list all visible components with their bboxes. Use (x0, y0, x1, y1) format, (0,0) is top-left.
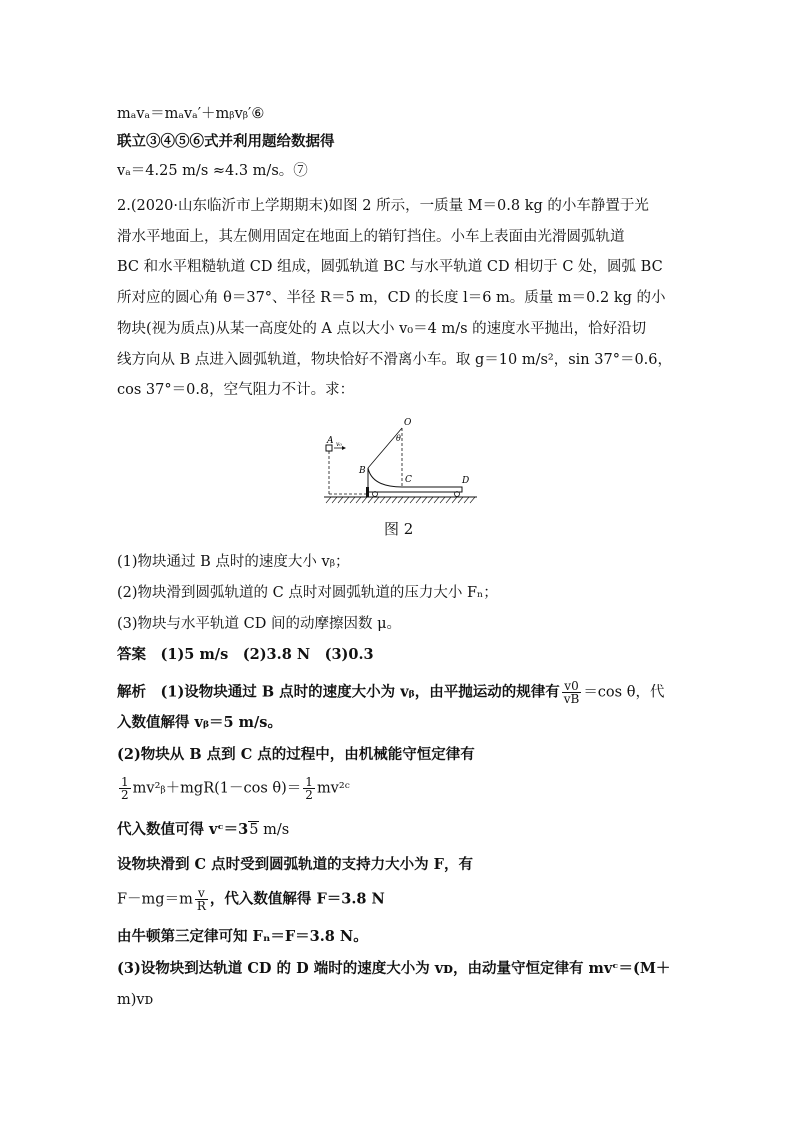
fraction (303, 776, 315, 801)
problem-line: BC 和水平粗糙轨道 CD 组成，圆弧轨道 BC 与水平轨道 CD 相切于 C 处，圆弧 BC (117, 259, 663, 275)
solution-line: (3)设物块到达轨道 CD 的 D 端时的速度大小为 vᴅ，由动量守恒定律有 mvᶜ＝(M＋ (117, 960, 671, 977)
equation-7: vₐ＝4.25 m/s ≈4.3 m/s。⑦ (117, 163, 308, 179)
question-2: (2)物块滑到圆弧轨道的 C 点时对圆弧轨道的压力大小 Fₙ； (117, 585, 498, 601)
solution-text: ＝cos θ，代 (583, 684, 665, 701)
solution-line (117, 887, 687, 912)
solution-line: 入数值解得 vᵦ＝5 m/s。 (117, 714, 282, 731)
label-v0: v₀ (336, 441, 342, 448)
fraction-denominator: 2 (305, 788, 313, 802)
label-B: B (359, 466, 366, 476)
solution-line: m)vᴅ (117, 992, 154, 1008)
solution-text: ，代入数值解得 F＝3.8 N (209, 890, 385, 908)
problem-line: cos 37°＝0.8，空气阻力不计。求： (117, 382, 355, 398)
combine-statement: 联立③④⑤⑥式并利用题给数据得 (117, 133, 335, 150)
problem-line: 所对应的圆心角 θ＝37°、半径 R＝5 m，CD 的长度 l＝6 m。质量 m＝0.2 kg 的小 (117, 290, 666, 306)
fraction (195, 887, 208, 912)
answer-line: 答案 (1)5 m/s (2)3.8 N (3)0.3 (117, 646, 374, 663)
energy-equation (117, 776, 687, 801)
equation-6: mₐvₐ＝mₐvₐ′＋mᵦvᵦ′⑥ (117, 106, 265, 122)
figure-2-diagram (322, 415, 482, 510)
solution-text: 代入数值可得 vᶜ＝3 (117, 821, 249, 838)
equation-text: mv²ᵦ＋mgR(1－cos θ)＝ (132, 780, 302, 797)
label-A: A (327, 436, 334, 446)
problem-line: 2.(2020·山东临沂市上学期期末)如图 2 所示，一质量 M＝0.8 kg 的小车静置于光 (117, 198, 649, 214)
label-C: C (405, 475, 412, 485)
fraction (119, 776, 131, 801)
question-3: (3)物块与水平轨道 CD 间的动摩擦因数 μ。 (117, 616, 402, 632)
fraction-numerator: 1 (305, 775, 313, 789)
problem-line: 物块(视为质点)从某一高度处的 A 点以大小 v₀＝4 m/s 的速度水平抛出，恰好沿切 (117, 321, 647, 337)
solution-line (117, 680, 687, 705)
solution-text: 解析 (1)设物块通过 B 点时的速度大小为 vᵦ，由平抛运动的规律有 (117, 683, 560, 701)
fraction-numerator: 1 (121, 775, 129, 789)
fraction-numerator: v0 (562, 680, 582, 693)
solution-text: m/s (258, 822, 290, 838)
label-theta: θ (396, 434, 401, 443)
solution-line (117, 820, 687, 840)
question-1: (1)物块通过 B 点时的速度大小 vᵦ； (117, 554, 350, 570)
fraction-denominator: vB (563, 692, 580, 706)
figure-caption: 图 2 (384, 520, 414, 538)
solution-line: 设物块滑到 C 点时受到圆弧轨道的支持力大小为 F，有 (117, 856, 473, 873)
problem-line: 线方向从 B 点进入圆弧轨道，物块恰好不滑离小车。取 g＝10 m/s²，sin 37°＝0.6， (117, 352, 672, 368)
sqrt-radicand: 5 (249, 822, 259, 838)
solution-line: (2)物块从 B 点到 C 点的过程中，由机械能守恒定律有 (117, 746, 475, 763)
fraction-numerator: v (195, 887, 208, 900)
solution-line: 由牛顿第三定律可知 Fₙ＝F＝3.8 N。 (117, 928, 368, 945)
fraction-denominator: 2 (121, 788, 129, 802)
problem-line: 滑水平地面上，其左侧用固定在地面上的销钉挡住。小车上表面由光滑圆弧轨道 (117, 229, 625, 245)
fraction-denominator: R (196, 899, 206, 913)
fraction (562, 680, 582, 705)
label-O: O (404, 418, 412, 428)
equation-text: mv²ᶜ (316, 780, 350, 797)
label-D: D (462, 476, 470, 486)
equation-text: F－mg＝m (117, 891, 193, 908)
